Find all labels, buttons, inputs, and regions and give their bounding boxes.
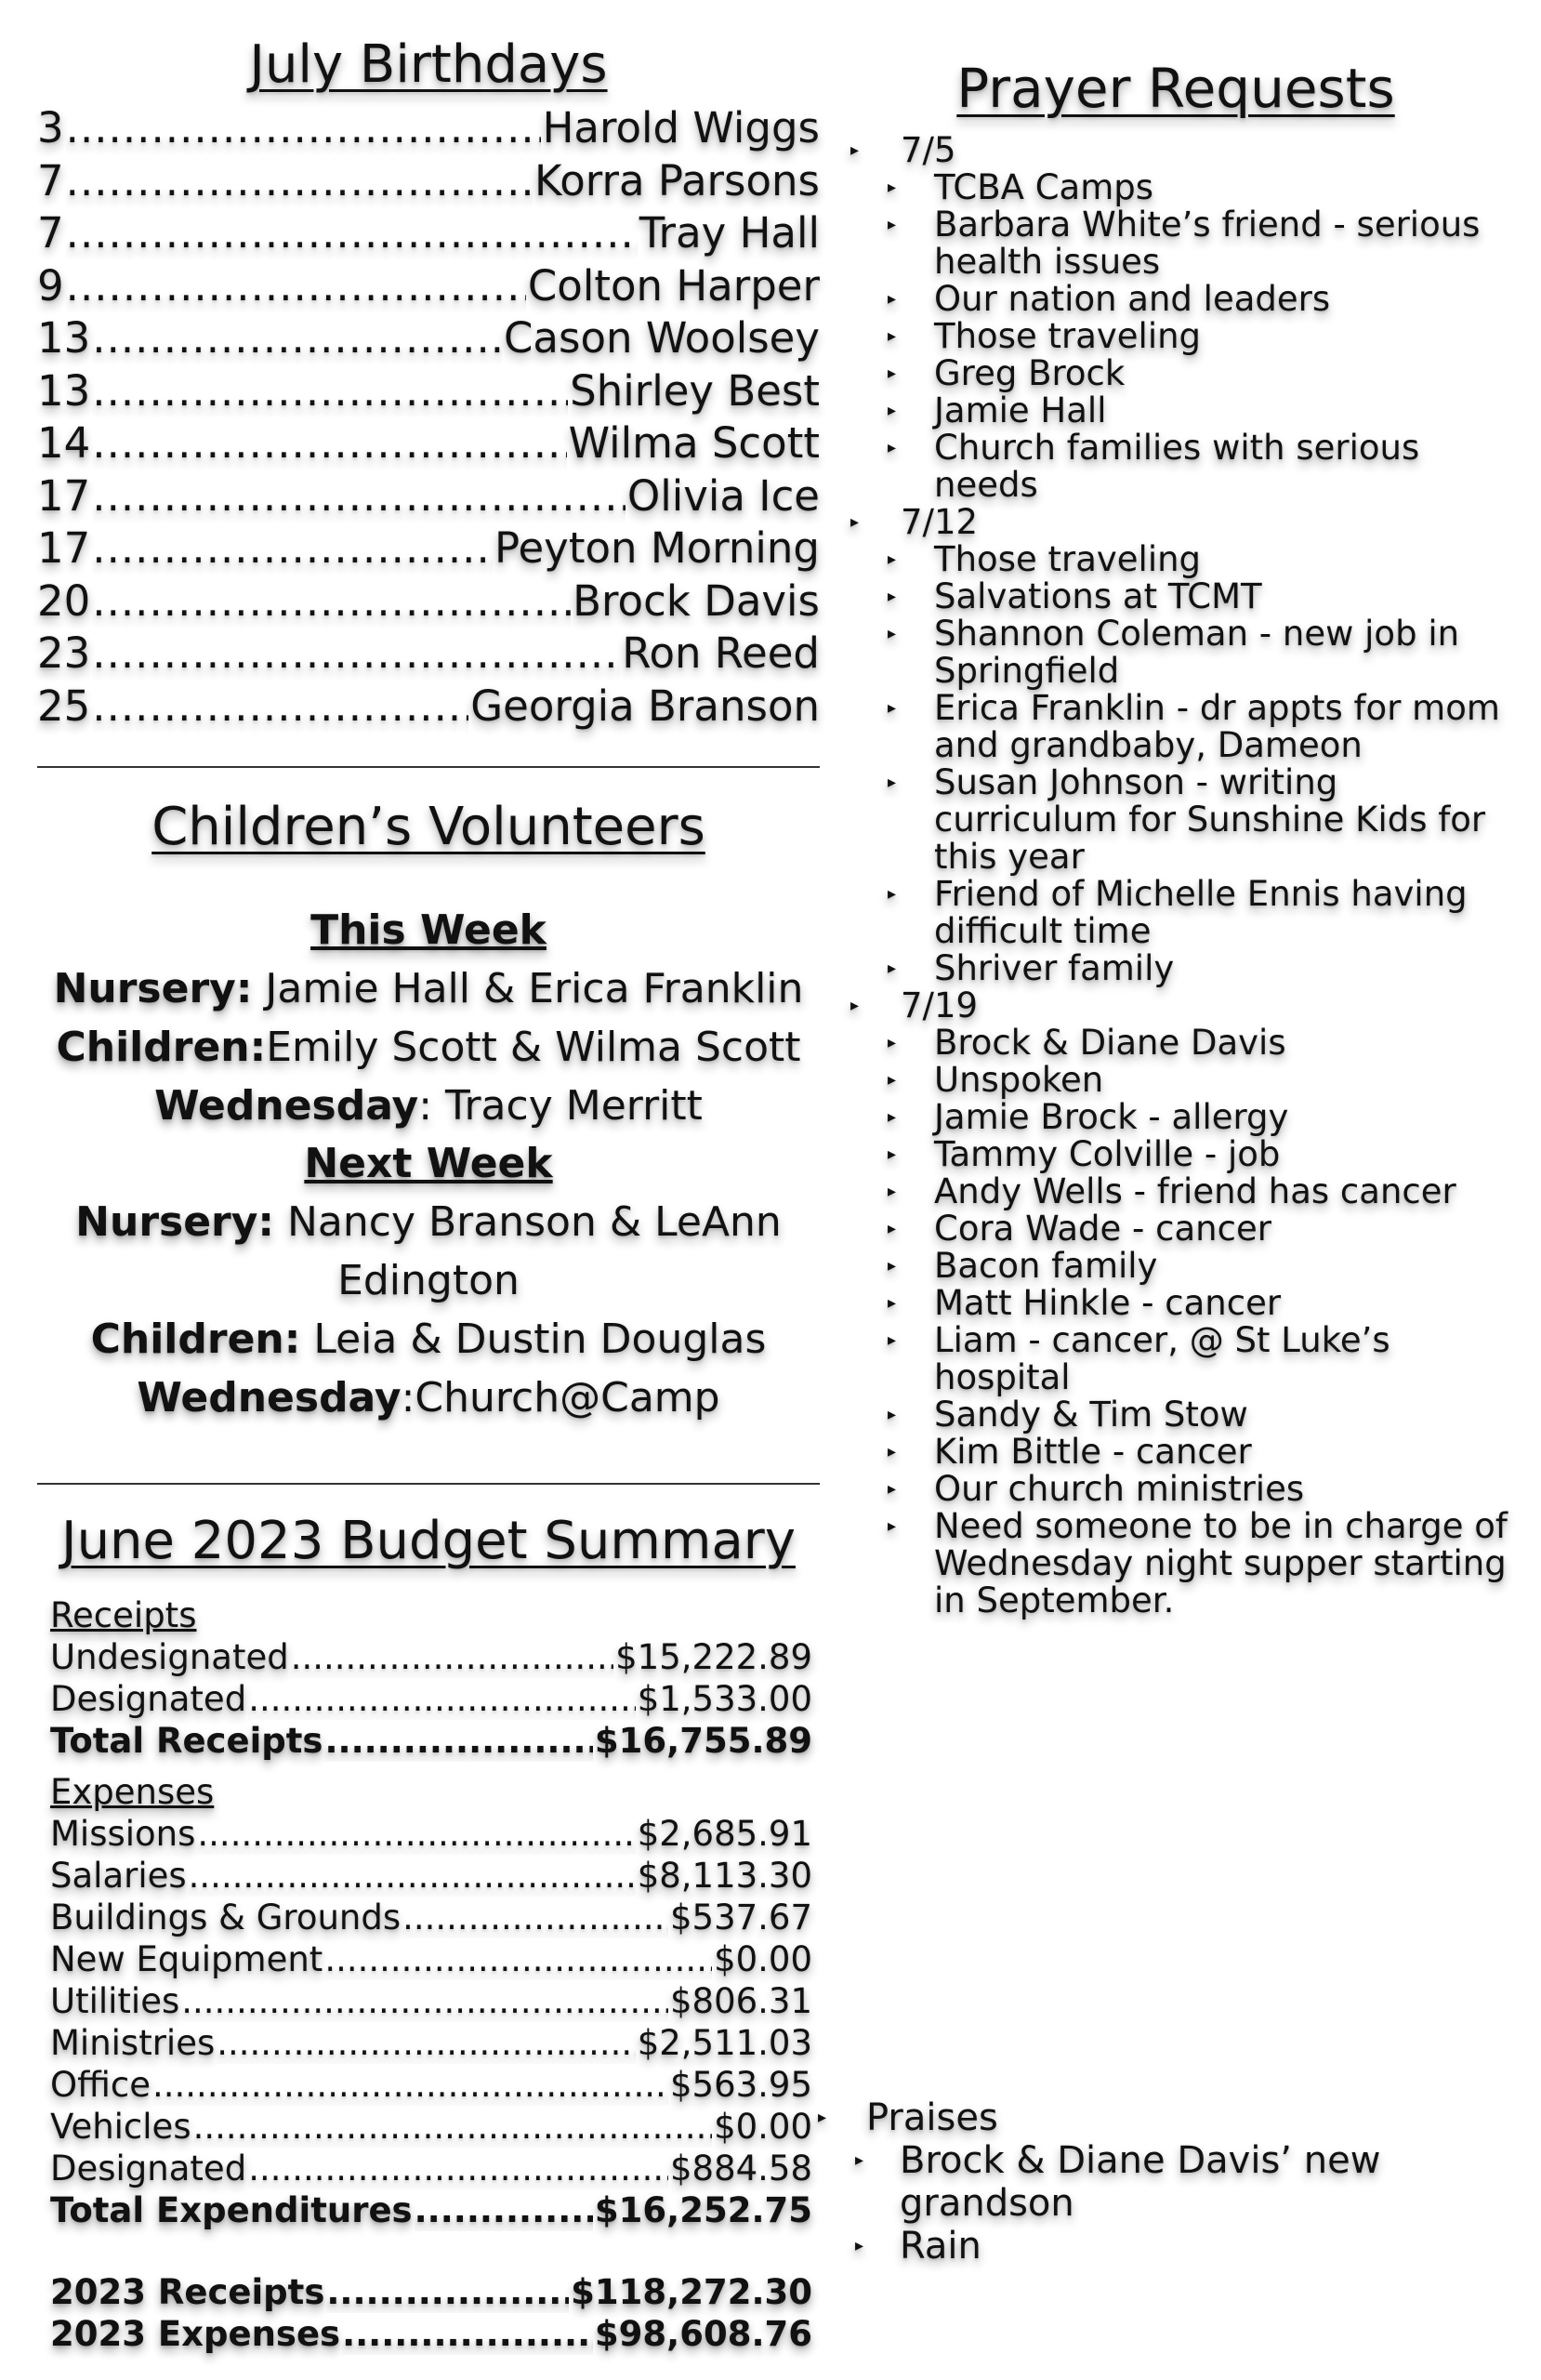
leader-dots [402,1897,668,1938]
row-label: Office [50,2065,151,2105]
bullet-icon: ▸ [888,1330,897,1350]
birthday-name: Tray Hall [639,208,820,258]
praise-item [809,2225,1496,2268]
birthday-day: 3 [37,103,64,152]
bullet-icon: ▸ [888,1293,897,1313]
birthday-name: Georgia Branson [470,681,820,731]
budget-row [50,2022,812,2064]
prayer-item-text: Our nation and leaders [934,279,1331,319]
prayer-item-text: Matt Hinkle - cancer [934,1283,1282,1323]
prayer-item [841,206,1510,281]
row-amount: $2,685.91 [637,1814,812,1854]
birthday-name: Ron Reed [622,628,820,678]
row-amount: $884.58 [669,2149,812,2188]
prayer-item [841,1471,1510,1508]
prayer-item [841,1099,1510,1136]
prayer-item [841,1248,1510,1285]
row-label: Salaries [50,1856,187,1896]
birthday-day: 17 [37,523,91,573]
prayer-date [841,504,1510,541]
praise-item [809,2139,1496,2225]
prayer-item [841,1062,1510,1099]
birthday-day: 13 [37,313,91,363]
birthday-row [37,365,820,418]
leader-dots [217,2022,635,2064]
praise-item-text: Rain [900,2225,981,2268]
birthday-name: Harold Wiggs [542,103,820,152]
total-receipts-row [50,1720,812,1762]
row-amount: $16,755.89 [594,1721,812,1761]
children-value: Emily Scott & Wilma Scott [266,1024,801,1071]
prayer-title: Prayer Requests [956,57,1395,120]
prayer-item-text: Shannon Coleman - new job in Springfield [934,614,1460,691]
prayer-date [841,132,1510,169]
leader-dots [66,155,533,208]
row-label: Utilities [50,1981,180,2021]
budget-row [50,1813,812,1855]
birthday-name: Olivia Ice [626,470,820,521]
row-label: Total Receipts [50,1721,323,1761]
praise-list [809,2139,1496,2268]
bullet-icon: ▸ [888,1442,897,1461]
nursery-label: Nursery: [53,965,253,1012]
birthday-name: Wilma Scott [568,418,820,468]
prayer-item [841,578,1510,615]
leader-dots [92,628,620,681]
next-week-nursery [37,1193,820,1251]
bullet-icon: ▸ [888,289,897,309]
birthday-list [37,102,820,733]
prayer-item-text: Kim Bittle - cancer [934,1432,1252,1472]
leader-dots [92,470,626,523]
leader-dots [248,2148,668,2189]
divider [37,766,820,768]
budget-row [50,2064,812,2106]
leader-dots [66,260,526,313]
prayer-item-text: Need someone to be in charge of Wednesday night supper starting in September. [934,1506,1508,1620]
birthday-row [37,207,820,260]
leader-dots [92,312,502,365]
row-label: Total Expenditures [50,2190,413,2230]
this-week-heading: This Week [310,906,547,954]
bullet-icon: ▸ [888,1479,897,1499]
birthday-name: Peyton Morning [494,523,820,573]
leader-dots [197,1813,635,1855]
prayer-item [841,1136,1510,1173]
prayer-item [841,355,1510,392]
prayer-item [841,169,1510,206]
row-label: 2023 Receipts [50,2272,325,2312]
budget-row [50,2148,812,2189]
prayer-item-text: Those traveling [934,539,1202,579]
praises-section [809,2096,1496,2268]
prayer-date-label: 7/19 [901,985,979,1025]
bullet-icon: ▸ [888,1144,897,1164]
birthdays-title: July Birthdays [249,34,608,95]
birthday-row [37,470,820,523]
prayer-item [841,876,1510,950]
prayer-item-text: TCBA Camps [934,167,1154,207]
prayer-item-text: Greg Brock [934,353,1126,393]
leader-dots [189,1855,636,1897]
bullet-icon: ▸ [888,1033,897,1052]
budget-table [50,1594,812,2355]
total-expenditures-row [50,2189,812,2231]
prayer-item-text: Liam - cancer, @ St Luke’s hospital [934,1320,1390,1397]
row-label: Designated [50,1679,247,1719]
volunteers-schedule [37,902,820,1427]
prayer-item-text: Barbara White’s friend - serious health issues [934,205,1481,282]
this-week-nursery [37,959,820,1018]
praise-item-text: Brock & Diane Davis’ new grandson [900,2139,1381,2225]
prayer-list [841,132,1510,1620]
prayer-item [841,1173,1510,1210]
leader-dots [181,1980,668,2022]
prayer-item-text: Tammy Colville - job [934,1134,1281,1174]
bullet-icon: ▸ [888,1219,897,1238]
birthday-row [37,312,820,365]
prayer-item-text: Brock & Diane Davis [934,1023,1286,1063]
birthday-name: Brock Davis [573,575,820,626]
nursery-label: Nursery: [75,1198,275,1246]
prayer-item [841,1434,1510,1471]
bullet-icon: ▸ [888,215,897,234]
birthday-day: 14 [37,418,91,468]
bullet-icon: ▸ [855,2236,864,2255]
row-label: Vehicles [50,2107,191,2147]
nursery-value: Jamie Hall & Erica Franklin [252,965,804,1012]
leader-dots [92,365,568,418]
prayer-item-text: Unspoken [934,1060,1104,1100]
next-week-wednesday [37,1368,820,1427]
bullet-icon: ▸ [818,2108,827,2127]
bullet-icon: ▸ [888,1070,897,1090]
next-week-nursery-cont: Edington [337,1257,520,1304]
budget-title: June 2023 Budget Summary [61,1511,796,1571]
bullet-icon: ▸ [888,1107,897,1127]
prayer-item [841,1025,1510,1062]
bullet-icon: ▸ [888,1516,897,1536]
bullet-icon: ▸ [888,549,897,569]
bullet-icon: ▸ [888,326,897,346]
nursery-value: Nancy Branson & LeAnn [274,1198,782,1246]
row-amount: $1,533.00 [637,1679,812,1719]
birthday-row [37,522,820,575]
row-amount: $118,272.30 [571,2272,812,2312]
right-column [841,46,1510,1620]
row-amount: $537.67 [669,1897,812,1937]
wednesday-value: : Tracy Merritt [418,1082,703,1130]
birthday-day: 7 [37,208,64,258]
birthday-name: Korra Parsons [533,155,820,205]
bullet-icon: ▸ [850,512,860,532]
year-receipts-row [50,2271,812,2313]
praises-heading [809,2096,1496,2139]
year-expenses-row [50,2313,812,2355]
prayer-date-label: 7/5 [901,130,956,170]
budget-row [50,1678,812,1720]
prayer-item-text: Erica Franklin - dr appts for mom and grandbaby, Dameon [934,688,1500,765]
praises-label: Praises [866,2096,998,2139]
prayer-item-text: Salvations at TCMT [934,576,1262,616]
prayer-item-text: Cora Wade - cancer [934,1209,1271,1249]
row-amount: $16,252.75 [594,2190,812,2230]
prayer-item-text: Friend of Michelle Ennis having difficult time [934,874,1468,951]
row-label: Ministries [50,2023,216,2063]
children-label: Children: [56,1024,267,1071]
leader-dots [193,2106,712,2148]
budget-row [50,2106,812,2148]
divider [37,1483,820,1485]
prayer-item-text: Shriver family [934,948,1175,988]
birthday-row [37,417,820,470]
leader-dots [92,575,571,628]
row-amount: $563.95 [669,2065,812,2105]
this-week-children [37,1018,820,1077]
budget-row [50,1636,812,1678]
bullet-icon: ▸ [888,587,897,606]
birthday-name: Cason Woolsey [504,313,820,363]
row-amount: $0.00 [714,1939,812,1979]
expenses-heading: Expenses [50,1772,215,1812]
receipts-heading: Receipts [50,1595,197,1635]
leader-dots [92,681,468,734]
bullet-icon: ▸ [888,401,897,420]
prayer-item-text: Andy Wells - friend has cancer [934,1171,1456,1211]
prayer-date-label: 7/12 [901,502,979,542]
prayer-item [841,950,1510,987]
prayer-item [841,318,1510,355]
wednesday-label: Wednesday [137,1374,402,1421]
birthday-row [37,681,820,734]
row-amount: $2,511.03 [637,2023,812,2063]
wednesday-label: Wednesday [154,1082,419,1130]
leader-dots [324,1938,712,1980]
birthday-row [37,575,820,628]
bullet-icon: ▸ [888,698,897,718]
bullet-icon: ▸ [888,178,897,197]
bullet-icon: ▸ [888,884,897,904]
children-value: Leia & Dustin Douglas [300,1316,767,1363]
leader-dots [66,207,638,260]
row-label: 2023 Expenses [50,2314,341,2354]
prayer-item [841,615,1510,690]
prayer-item [841,1285,1510,1322]
birthday-day: 20 [37,575,91,626]
row-amount: $0.00 [714,2107,812,2147]
prayer-item-text: Susan Johnson - writing curriculum for Sunshine Kids for this year [934,762,1486,877]
next-week-children [37,1310,820,1368]
leader-dots [291,1636,613,1678]
birthday-day: 13 [37,365,91,416]
bullet-icon: ▸ [888,959,897,978]
bullet-icon: ▸ [888,364,897,383]
budget-row [50,1980,812,2022]
row-amount: $8,113.30 [637,1856,812,1896]
birthday-row [37,155,820,208]
row-amount: $806.31 [669,1981,812,2021]
prayer-item-text: Sandy & Tim Stow [934,1395,1248,1435]
prayer-item [841,1322,1510,1396]
bullet-icon: ▸ [888,1256,897,1276]
birthday-day: 9 [37,260,64,311]
prayer-item [841,690,1510,764]
leader-dots [248,1678,636,1720]
bullet-icon: ▸ [850,140,860,160]
budget-row [50,1938,812,1980]
wednesday-value: :Church@Camp [401,1374,720,1421]
prayer-item-text: Our church ministries [934,1469,1305,1509]
row-label: New Equipment [50,1939,323,1979]
bullet-icon: ▸ [850,996,860,1015]
volunteers-title: Children’s Volunteers [151,797,705,857]
bullet-icon: ▸ [888,773,897,792]
budget-row [50,1855,812,1897]
prayer-item [841,1210,1510,1248]
prayer-item [841,764,1510,876]
bullet-icon: ▸ [855,2150,864,2170]
birthday-row [37,628,820,681]
birthday-day: 7 [37,155,64,205]
prayer-item-text: Bacon family [934,1246,1158,1286]
birthday-row [37,102,820,155]
birthday-day: 17 [37,470,91,521]
prayer-item [841,392,1510,430]
birthday-name: Colton Harper [527,260,820,311]
prayer-item [841,541,1510,578]
budget-row [50,1897,812,1938]
prayer-item-text: Jamie Brock - allergy [934,1097,1289,1137]
row-amount: $98,608.76 [594,2314,812,2354]
left-column [37,28,820,2355]
row-label: Missions [50,1814,196,1854]
prayer-item [841,1508,1510,1620]
bullet-icon: ▸ [888,624,897,643]
bullet-icon: ▸ [888,438,897,457]
leader-dots [92,417,566,470]
row-label: Buildings & Grounds [50,1897,402,1937]
bullet-icon: ▸ [888,1182,897,1201]
children-label: Children: [90,1316,301,1363]
bullet-icon: ▸ [888,1405,897,1424]
leader-dots [152,2064,668,2106]
birthday-row [37,260,820,313]
birthday-day: 25 [37,681,91,731]
prayer-item [841,281,1510,318]
prayer-item-text: Church families with serious needs [934,428,1420,505]
leader-dots [92,522,493,575]
birthday-name: Shirley Best [570,365,820,416]
row-label: Undesignated [50,1637,289,1677]
row-amount: $15,222.89 [615,1637,812,1677]
leader-dots [66,102,541,155]
next-week-heading: Next Week [304,1140,553,1187]
prayer-item [841,430,1510,504]
prayer-item-text: Those traveling [934,316,1202,356]
prayer-date [841,987,1510,1025]
prayer-item [841,1396,1510,1434]
this-week-wednesday [37,1077,820,1135]
birthday-day: 23 [37,628,91,678]
row-label: Designated [50,2149,247,2188]
prayer-item-text: Jamie Hall [934,390,1107,430]
